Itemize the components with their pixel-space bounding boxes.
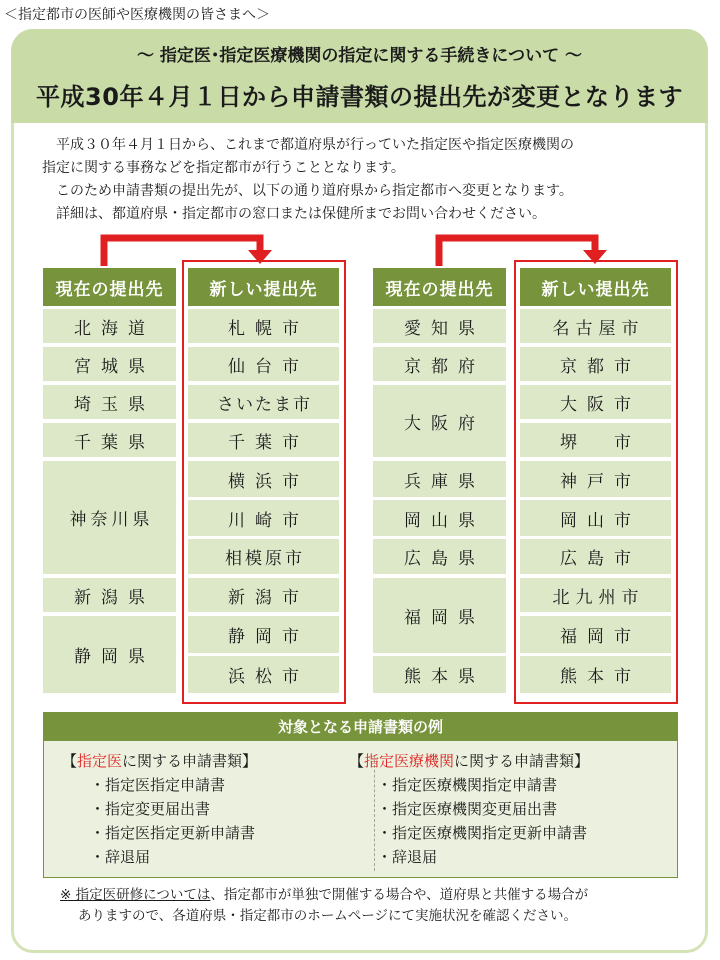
left-current-cell: 神奈川県 (43, 461, 176, 574)
footnote-underlined: ※ 指定医研修については (60, 887, 211, 903)
category-rest: に関する申請書類】 (454, 752, 590, 770)
right-new-cell: 熊本市 (520, 656, 671, 693)
list-item: ・指定医療機関指定更新申請書 (377, 824, 588, 842)
right-current-cell: 愛知県 (373, 309, 506, 343)
bracket-open: 【 (62, 752, 78, 770)
right-current-cell: 熊本県 (373, 656, 506, 693)
examples-right-column (349, 749, 589, 869)
footnote-line: ありますので、各道府県・指定都市のホームページにて実施状況を確認ください。 (78, 908, 577, 924)
right-current-cell: 大阪府 (373, 385, 506, 457)
left-current-cell: 埼玉県 (43, 385, 176, 419)
intro-line: 指定に関する事務などを指定都市が行うこととなります。 (42, 160, 405, 176)
right-current-cell: 兵庫県 (373, 461, 506, 497)
left-new-cell: 千葉市 (188, 423, 339, 457)
left-new-cell: 川崎市 (188, 500, 339, 536)
intro-text (42, 134, 692, 226)
right-new-header: 新しい提出先 (520, 268, 671, 306)
intro-line: 平成３０年４月１日から、これまで都道府県が行っていた指定医や指定医療機関の (56, 137, 574, 153)
left-new-cell: 静岡市 (188, 616, 339, 653)
right-new-cell: 京都市 (520, 347, 671, 381)
list-item: ・指定変更届出書 (90, 800, 211, 818)
left-new-cell: 横浜市 (188, 461, 339, 497)
list-item: ・指定医指定更新申請書 (90, 824, 256, 842)
examples-box (43, 740, 678, 878)
right-new-cell: 堺 市 (520, 423, 671, 457)
left-new-cell: 相模原市 (188, 539, 339, 574)
examples-heading: 対象となる申請書類の例 (43, 712, 678, 740)
list-item: ・指定医療機関指定申請書 (377, 776, 558, 794)
right-current-cell: 岡山県 (373, 500, 506, 536)
list-item: ・辞退届 (377, 848, 438, 866)
left-current-cell: 千葉県 (43, 423, 176, 457)
list-item: ・辞退届 (90, 848, 151, 866)
right-new-cell: 福岡市 (520, 616, 671, 653)
highlight-term: 指定医 (77, 752, 123, 770)
right-new-cell: 大阪市 (520, 385, 671, 419)
left-current-header: 現在の提出先 (43, 268, 176, 306)
header-note: ＜指定都市の医師や医療機関の皆さまへ＞ (4, 7, 270, 23)
intro-line: このため申請書類の提出先が、以下の通り道府県から指定都市へ変更となります。 (56, 183, 573, 199)
bracket-open: 【 (349, 752, 365, 770)
examples-left-category (62, 749, 257, 773)
left-new-cell: さいたま市 (188, 385, 339, 419)
intro-line: 詳細は、都道府県・指定都市の窓口または保健所までお問い合わせください。 (56, 206, 546, 222)
examples-left-column (62, 749, 257, 869)
footnote-line (60, 885, 690, 906)
left-new-header: 新しい提出先 (188, 268, 339, 306)
right-current-cell: 福岡県 (373, 578, 506, 653)
left-current-cell: 新潟県 (43, 578, 176, 612)
left-current-cell: 北海道 (43, 309, 176, 343)
banner-title: 平成30年４月１日から申請書類の提出先が変更となります (36, 83, 683, 111)
right-new-cell: 神戸市 (520, 461, 671, 497)
list-item: ・指定医指定申請書 (90, 776, 226, 794)
examples-right-category (349, 749, 589, 773)
title-banner (11, 29, 708, 123)
right-new-cell: 広島市 (520, 539, 671, 574)
left-new-cell: 新潟市 (188, 578, 339, 612)
left-current-cell: 宮城県 (43, 347, 176, 381)
right-new-cell: 北九州市 (520, 578, 671, 612)
right-new-cell: 名古屋市 (520, 309, 671, 343)
right-new-cell: 岡山市 (520, 500, 671, 536)
right-current-cell: 京都府 (373, 347, 506, 381)
right-current-cell: 広島県 (373, 539, 506, 574)
banner-subtitle: ～ 指定医･指定医療機関の指定に関する手続きについて ～ (137, 46, 582, 66)
footnote-rest: 、指定都市が単独で開催する場合や、道府県と共催する場合が (210, 887, 589, 903)
list-item: ・指定医療機関変更届出書 (377, 800, 558, 818)
left-new-cell: 仙台市 (188, 347, 339, 381)
left-new-cell: 札幌市 (188, 309, 339, 343)
right-current-header: 現在の提出先 (373, 268, 506, 306)
category-rest: に関する申請書類】 (122, 752, 258, 770)
highlight-term: 指定医療機関 (364, 752, 455, 770)
left-current-cell: 静岡県 (43, 616, 176, 693)
left-new-cell: 浜松市 (188, 656, 339, 693)
footnote (60, 885, 690, 927)
